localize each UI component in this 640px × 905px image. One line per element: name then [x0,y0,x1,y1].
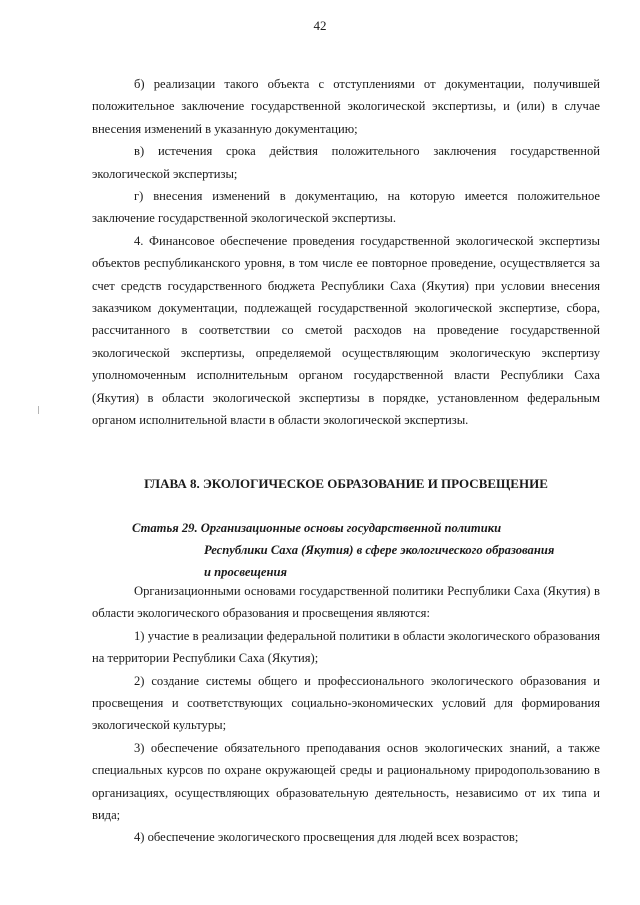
page-number: 42 [313,18,327,33]
list-item-2: 2) создание системы общего и профессионального экологического образования и просвещения и соответствующих социально-экономических условий для формирования экологической культуры; [92,673,600,733]
text-block-top [92,73,600,432]
chapter-title: ГЛАВА 8. ЭКОЛОГИЧЕСКОЕ ОБРАЗОВАНИЕ И ПРОСВЕЩЕНИЕ [144,476,548,491]
list-item-3: 3) обеспечение обязательного преподавания основ экологических знаний, а также специальных курсов по охране окружающей среды и рациональному природопользованию в организациях, осуществляющих образовательную деятельность, независимо от их типа и вида; [92,740,600,823]
article-title-line: Статья 29. Организационные основы государственной политики [132,521,502,535]
paragraph-b: б) реализации такого объекта с отступлениями от документации, получившей положительное заключение государственной экологической экспертизы, и (или) в случае внесения изменений в указанную документацию; [92,77,600,136]
list-item-4: 4) обеспечение экологического просвещения для людей всех возрастов; [134,830,519,845]
paragraph-intro: Организационными основами государственной политики Республики Саха (Якутия) в области экологического образования и просвещения являются: [92,584,600,621]
paragraph-g: г) внесения изменений в документацию, на которую имеется положительное заключение государственной экологической экспертизы. [92,189,600,226]
paragraph-4: 4. Финансовое обеспечение проведения государственной экологической экспертизы объектов республиканского уровня, в том числе ее повторное проведение, осуществляется за счет средств государственного бюджета Республики Саха (Якутия) при условии внесения заказчиком документации, подлежащей государственной экологической экспертизе, сбора, рассчитанного в соответствии со сметой расходов на проведение государственной экологической экспертизы, определяемой осуществляющим экологическую экспертизу уполномоченным исполнительным органом государственной власти Республики Саха (Якутия) в области экологической экспертизы в порядке, установленном федеральным органом исполнительной власти в области экологической экспертизы. [92,233,600,428]
paragraph-v: в) истечения срока действия положительного заключения государственной экологической экспертизы; [92,144,600,181]
list-item-1: 1) участие в реализации федеральной политики в области экологического образования на территории Республики Саха (Якутия); [92,628,600,666]
text-block-bottom [92,580,600,849]
article-title [92,517,600,583]
scan-margin-mark [38,406,39,414]
article-title-line: и просвещения [204,565,287,579]
article-title-line: Республики Саха (Якутия) в сфере экологического образования [204,543,555,557]
